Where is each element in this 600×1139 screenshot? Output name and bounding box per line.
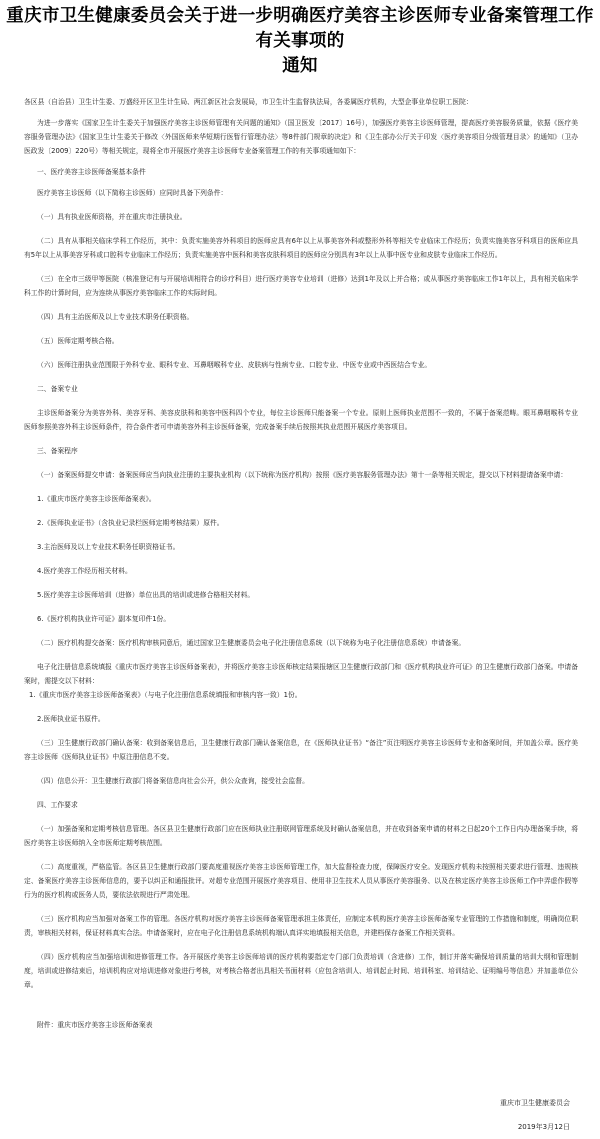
section-3-paragraph: （四）信息公开：卫生健康行政部门将备案信息向社会公开，供公众查询，接受社会监督。 bbox=[37, 777, 309, 785]
attachment-note: 附件：重庆市医疗美容主诊医师备案表 bbox=[37, 1021, 153, 1029]
intro-paragraph: 为进一步落实《国家卫生计生委关于加强医疗美容主诊医师管理有关问题的通知》（国卫医发〔2017〕16号），加强医疗美容主诊医师管理，提高医疗美容服务质量，依据《医疗美容服务管理办法》《国家卫生计生委关于修改〈外国医师来华短期行医暂行管理办法〉等8件部门规章的决定》和《卫生部办公厅关于印发〈医疗美容项目分级管理目录〉的通知》（卫办医政发〔2009〕220号）等相关规定，现将全市开展医疗美容主诊医师专业备案管理工作的有关事项通知如下： bbox=[24, 119, 578, 155]
section-1-item: （一）具有执业医师资格，并在重庆市注册执业。 bbox=[37, 213, 187, 221]
section-2-text: 主诊医师备案分为美容外科、美容牙科、美容皮肤科和美容中医科四个专业，每位主诊医师只能备案一个专业。原则上医师执业范围不一致的，不属于备案范畴。眼耳鼻咽喉科专业医师参照美容外科主诊医师条件，符合条件者可申请美容外科主诊医师备案，完成备案手续后按照其执业范围开展医疗美容项目。 bbox=[24, 409, 578, 431]
signing-organization: 重庆市卫生健康委员会 bbox=[500, 1099, 570, 1107]
section-4-item: （三）医疗机构应当加强对备案工作的管理。各医疗机构对医疗美容主诊医师备案管理承担主体责任，应制定本机构医疗美容主诊医师备案专业管理的工作措施和制度，明确岗位职责，审核相关材料，保证材料真实合法。申请备案时，应在电子化注册信息系统机构端认真详实地填报相关信息，并建档保存备案工作相关资料。 bbox=[24, 915, 578, 937]
title-line-2: 通知 bbox=[282, 56, 318, 76]
section-1-item: （六）医师注册执业范围限于外科专业、眼科专业、耳鼻咽喉科专业、皮肤病与性病专业、口腔专业、中医专业或中西医结合专业。 bbox=[37, 361, 432, 369]
section-1-item: （二）具有从事相关临床学科工作经历，其中：负责实施美容外科项目的医师应具有6年以上从事美容外科或整形外科等相关专业临床工作经历；负责实施美容牙科项目的医师应具有5年以上从事美容牙科或口腔科专业临床工作经历；负责实施美容中医科和美容皮肤科项目的医师应分别具有3年以上从事中医专业和皮肤专业临床工作经历。 bbox=[24, 237, 578, 259]
material-list-item: 1.《重庆市医疗美容主诊医师备案表》（与电子化注册信息系统填报和审核内容一致）1份。 bbox=[29, 691, 302, 699]
document-body bbox=[0, 79, 600, 1032]
section-4-item: （四）医疗机构应当加强培训和进修管理工作。各开展医疗美容主诊医师培训的医疗机构要指定专门部门负责培训（含进修）工作，制订并落实确保培训质量的培训大纲和管理制度，培训或进修结束后，培训机构应对培训进修对象进行考核，对考核合格者出具相关书面材料（应包含培训人、培训起止时间、培训科室、培训结论、证明编号等信息）并加盖单位公章。 bbox=[24, 953, 578, 989]
material-list-item: 2.《医师执业证书》（含执业记录栏医师定期考核结果）原件。 bbox=[37, 519, 224, 527]
section-3-paragraph: （一）备案医师提交申请：备案医师应当向执业注册的主要执业机构（以下统称为医疗机构）按照《医疗美容服务管理办法》第十一条等相关规定，提交以下材料提请备案申请： bbox=[37, 471, 568, 479]
section-2-heading: 二、备案专业 bbox=[37, 385, 78, 393]
section-3-paragraph: （三）卫生健康行政部门确认备案：收到备案信息后，卫生健康行政部门确认备案信息，在《医师执业证书》“备注”页注明医疗美容主诊医师专业和备案时间，并加盖公章。医疗美容主诊医师《医师执业证书》中原注册信息不变。 bbox=[24, 739, 578, 761]
section-4-item: （一）加强备案和定期考核信息管理。各区县卫生健康行政部门应在医师执业注册联网管理系统及时确认备案信息，并在收到备案申请的材料之日起20个工作日内办理备案手续，将医疗美容主诊医师纳入全市医师定期考核范围。 bbox=[24, 825, 578, 847]
material-list-item: 1.《重庆市医疗美容主诊医师备案表》。 bbox=[37, 495, 156, 503]
title-line-1: 重庆市卫生健康委员会关于进一步明确医疗美容主诊医师专业备案管理工作有关事项的 bbox=[6, 6, 594, 51]
section-1-lead: 医疗美容主诊医师（以下简称主诊医师）应同时具备下列条件： bbox=[37, 189, 228, 197]
signature-block bbox=[500, 1091, 570, 1139]
section-1-heading: 一、医疗美容主诊医师备案基本条件 bbox=[37, 168, 146, 176]
material-list-item: 3.主治医师及以上专业技术职务任职资格证书。 bbox=[37, 543, 180, 551]
section-1-item: （三）在全市三级甲等医院（核准登记有与开展培训相符合的诊疗科目）进行医疗美容专业培训（进修）达到1年及以上并合格；或从事医疗美容临床工作1年以上，具有相关临床学科工作的计算时间，应为连续从事医疗美容临床工作的实际时间。 bbox=[24, 275, 578, 297]
section-4-item: （二）高度重视，严格监管。各区县卫生健康行政部门要高度重视医疗美容主诊医师管理工作，加大监督检查力度，保障医疗安全。发现医疗机构未按照相关要求进行管理、违规核定、备案医疗美容主诊医师信息的，要予以纠正和通报批评。对超专业范围开展医疗美容项目、使用非卫生技术人员从事医疗美容服务、以及在核定医疗美容主诊医师工作中弄虚作假等行为的医疗机构或医务人员，要依法依规进行严肃处理。 bbox=[24, 863, 578, 899]
salutation: 各区县（自治县）卫生计生委、万盛经开区卫生计生局、两江新区社会发展局，市卫生计生监督执法局，各委属医疗机构，大型企事业单位职工医院： bbox=[24, 98, 473, 106]
material-list-item: 2.医师执业证书原件。 bbox=[37, 715, 105, 723]
section-3-paragraph: （二）医疗机构提交备案：医疗机构审核同意后，通过国家卫生健康委员会电子化注册信息系统（以下统称为电子化注册信息系统）申请备案。 bbox=[37, 639, 466, 647]
section-4-heading: 四、工作要求 bbox=[37, 801, 78, 809]
section-3-heading: 三、备案程序 bbox=[37, 447, 78, 455]
material-list-item: 6.《医疗机构执业许可证》副本复印件1份。 bbox=[37, 615, 171, 623]
section-1-item: （四）具有主治医师及以上专业技术职务任职资格。 bbox=[37, 313, 194, 321]
signing-date: 2019年3月12日 bbox=[517, 1123, 570, 1131]
section-3-paragraph: 电子化注册信息系统填报《重庆市医疗美容主诊医师备案表》，并将医疗美容主诊医师核定结果报辖区卫生健康行政部门和《医疗机构执业许可证》的卫生健康行政部门备案。申请备案时，需提交以下材料： bbox=[24, 663, 578, 685]
material-list-item: 5.医疗美容主诊医师培训（进修）单位出具的培训或进修合格相关材料。 bbox=[37, 591, 255, 599]
material-list-item: 4.医疗美容工作经历相关材料。 bbox=[37, 567, 132, 575]
section-1-item: （五）医师定期考核合格。 bbox=[37, 337, 119, 345]
document-title bbox=[0, 0, 600, 79]
